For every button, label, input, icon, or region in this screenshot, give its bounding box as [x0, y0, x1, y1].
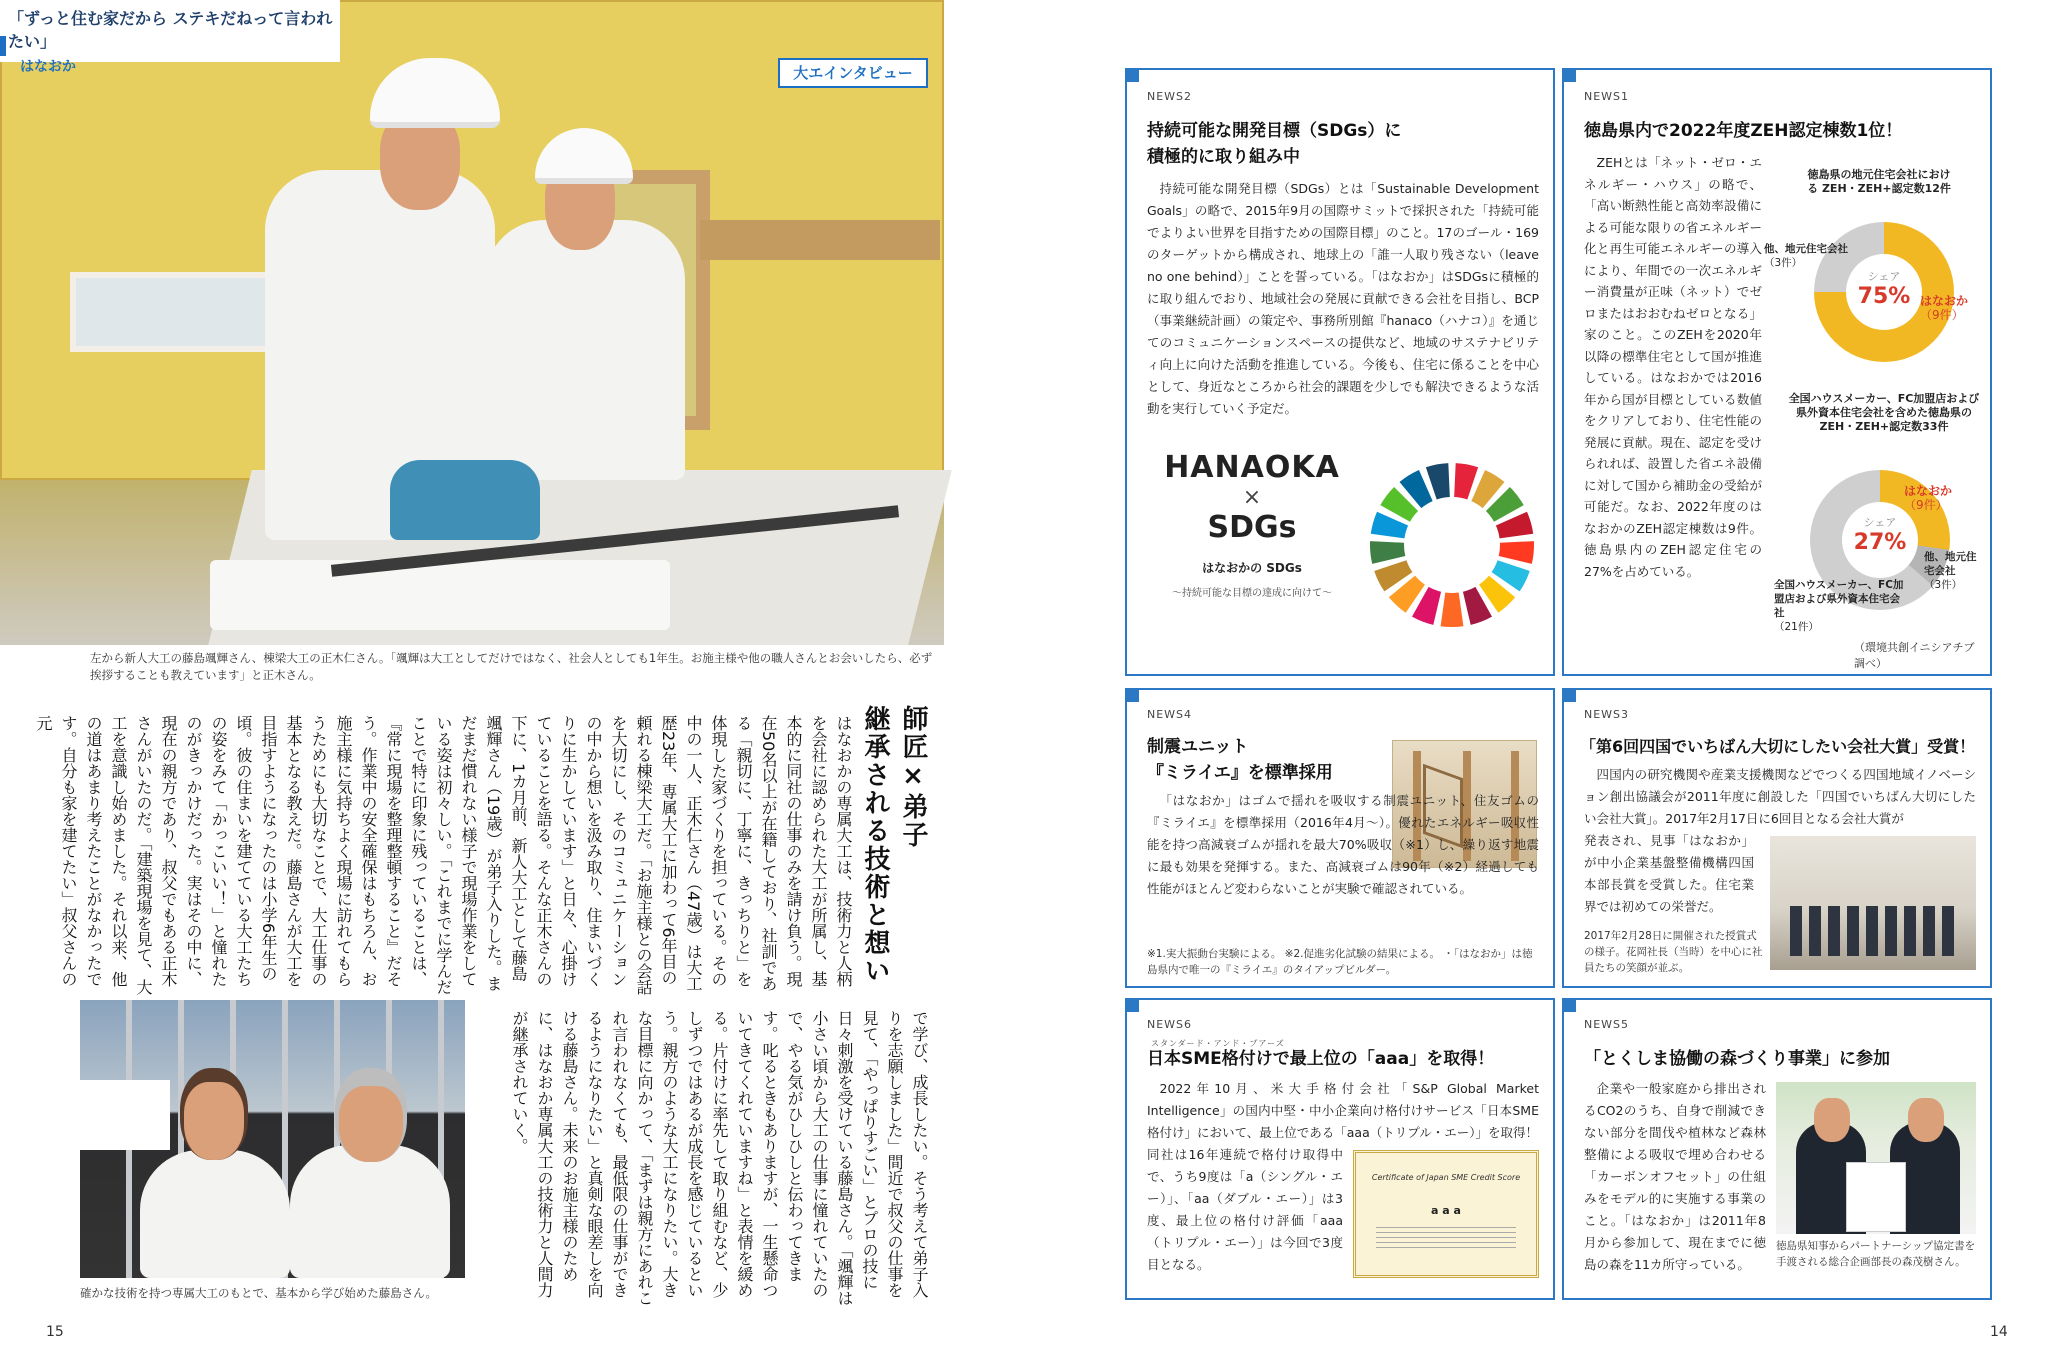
news2-body: 持続可能な開発目標（SDGs）とは「Sustainable Development Goals」の略で、2015年9月の国際サミットで採択された「持続可能でよりよい世界を目指すための国際目標」のこと。17のゴール・169のターゲットから構成され、地球上の「誰一人取り残さない（leave no one behind）」ことを誓っている。「はなおか」はSDGsに積極的に取り組んでおり、地域社会の発展に貢献できる会社を目指し、BCP（事業継続計画）の策定や、事務所別館『hanaco（ハナコ）』を通じてのコミュニケーションスペースの提供など、地域のサステナビリティ向上に向けた活動を推進している。今後も、住宅に係ることを中心として、身近なところから社会的課題を少しでも解決できるような活動を実行していく予定だ。 — [1147, 181, 1539, 416]
news6-box — [1125, 998, 1555, 1300]
foam-board — [210, 560, 670, 630]
group-of-people — [1790, 906, 1960, 956]
news5-body: 企業や一般家庭から排出されるCO2のうち、自身で削減できない部分を間伐や植林など森林整備による吸収で埋め合わせる「カーボンオフセット」の仕組みをモデル的に実施する事業のこと。「はなおか」は2011年8月から参加して、現在までに徳島の森を11カ所守っている。 — [1584, 1081, 1766, 1272]
apprentice-figure-2 — [140, 1150, 290, 1278]
header-subtitle: はなおか — [20, 59, 76, 75]
corner-mark — [1125, 998, 1139, 1012]
news2-title-line1: 持続可能な開発目標（SDGs）に — [1147, 121, 1402, 141]
chart2-title: 全国ハウスメーカー、FC加盟店および県外資本住宅会社を含めた徳島県のZEH・ZEH+認定数33件 — [1788, 392, 1980, 433]
chart2-local-label: 他、地元住宅会社 （3件） — [1924, 551, 1977, 591]
corner-mark — [1125, 68, 1139, 82]
chart1-other-label: 他、地元住宅会社 （3件） — [1764, 243, 1848, 269]
certificate-score: a a a — [1431, 1204, 1461, 1217]
window — [70, 272, 280, 352]
chart-source: （環境共創イニシアチブ調べ） — [1854, 641, 1975, 670]
sdgs-wheel-segment — [1370, 541, 1405, 564]
chart2-share: シェア 27% — [1853, 516, 1907, 555]
article-vertical-text-continued: で学び、成長したい。そう考えて弟子入りを志願しました」間近で叔父の仕事を見て、「やっぱりすごい」とプロの技に日々刺激を受けている藤島さん。「颯輝は小さい頃から大工の仕事に憧れていたので、やる気がひしひしと伝わってきます。叱るときもありますが、一生懸命ついてきてくれていますね」と表情を緩める。片付けに率先して取り組むなど、少しずつではあるが成長を感じているという。親方のような大工になりたい。大きな目標に向かって、「まずは親方にあれこれ言われなくても、最低限の仕事ができるようになりたい」と真剣な眼差しを向ける藤島さん。未来のお施主様のために、はなおか専属大工の技術力と人間力が継承されていく。 — [510, 1010, 929, 1306]
news3-title: 「第6回四国でいちばん大切にしたい会社大賞」受賞！ — [1580, 737, 1976, 756]
news5-title: 「とくしま協働の森づくり事業」に参加 — [1584, 1049, 1890, 1069]
certificate-image — [1353, 1150, 1539, 1278]
corner-mark — [1562, 68, 1576, 82]
logo-times: × — [1242, 485, 1262, 510]
left-page — [0, 0, 950, 1351]
article-body: はなおかの専属大工は、技術力と人柄を会社に認められた大工が所属し、基本的に同社の仕事のみを請け負う。現在50名以上が在籍しており、社訓である「親切に、丁寧に、きっちりと」を体現した家づくりを担っている。その中の一人、正木仁さん（47歳）は大工歴23年、専属大工に加わって6年目の頼れる棟梁大工だ。「お施主様との会話を大切にし、そのコミュニケーションの中から想いを汲み取り、住まいづくりに生かしています」と日々、心掛けていることを語る。そんな正木さんの下に、1カ月前、新人大工として藤島颯輝さん（19歳）が弟子入りした。まだまだ慣れない様子で現場作業をしている姿は初々しい。「これまでに学んだことで特に印象に残っていることは、『常に現場を整理整頓すること』だそう。作業中の安全確保はもちろん、お施主様に気持ちよく現場に訪れてもらうためにも大切なことで、大工仕事の基本となる教えだ。藤島さんが大工を目指すようになったのは小学6年生の頃。彼の住まいを建てている大工たちの姿をみて「かっこいい！」と憧れたのがきっかけだった。実はその中に、現在の親方であり、叔父でもある正木さんがいたのだ。「建築現場を見て、大工を意識し始めました。それ以来、他の道はあまり考えたことがなかったです。自分も家を建てたい」叔父さんの元 — [34, 715, 853, 995]
chart1-hanaoka-label: はなおか （9件） — [1920, 294, 1969, 322]
wood-beam — [700, 220, 940, 260]
sdgs-wheel-segment — [1499, 541, 1534, 564]
award-ceremony-photo — [1770, 836, 1976, 970]
chart2-national-label: 全国ハウスメーカー、FC加盟店および県外資本住宅会社 （21件） — [1774, 579, 1904, 633]
master-figure — [485, 220, 685, 480]
news6-ruby: スタンダード・アンド・プアーズ — [1151, 1039, 1285, 1048]
news1-title: 徳島県内で2022年度ZEH認定棟数1位！ — [1584, 121, 1903, 141]
logo-subtitle-2: 〜持続可能な目標の達成に向けて〜 — [1172, 588, 1332, 599]
news4-note: ※1.実大振動台実験による。 ※2.促進劣化試験の結果による。 ・「はなおか」は徳島県内で唯一の『ミライエ』のタイアップビルダー。 — [1147, 948, 1533, 976]
master-face-2 — [339, 1086, 403, 1162]
news2-title-line2: 積極的に取り組み中 — [1147, 147, 1300, 167]
share-value: 75% — [1857, 284, 1911, 309]
news6-body-top: 2022年10月、米大手格付会社「S&P Global Market Intelligence」の国内中堅・中小企業向け格付けサービス「日本SME格付け」において、最上位である「aaa（トリプル・エー）」を取得！ — [1147, 1081, 1539, 1140]
corner-mark — [1125, 688, 1139, 702]
news-label: NEWS3 — [1584, 708, 1630, 721]
news6-body-left: 同社は16年連続で格付け取得中で、うち9度は「a（シングル・エー）」、「aa（ダブル・エー）」は3度、最上位の格付け評価「aaa（トリプル・エー）」は今回で3度目となる。 — [1147, 1147, 1343, 1272]
circular-saw — [390, 460, 540, 540]
news1-body: ZEHとは「ネット・ゼロ・エネルギー・ハウス」の略で、「高い断熱性能と高効率設備による可能な限りの省エネルギー化と再生可能エネルギーの導入により、年間での一次エネルギー消費量が正味（ネット）でゼロまたはおおむねゼロとなる」家のこと。このZEHを2020年以降の標準住宅として国が推進している。はなおかでは2016年から国が目標としている数値をクリアしており、住宅性能の発展に貢献。現在、認定を受けられれば、設置した省エネ設備に対して国から補助金の受給が可能だ。なお、2022年度のはなおかのZEH認定棟数は9件。徳島県内のZEH認定住宅の27%を占めている。 — [1584, 155, 1762, 579]
news-label: NEWS5 — [1584, 1018, 1630, 1031]
logo-hanaoka: HANAOKA — [1164, 450, 1340, 485]
sdgs-logo-text — [1147, 450, 1357, 599]
chart2-hanaoka-label: はなおか （9件） — [1904, 484, 1953, 512]
carpenters-photo — [0, 0, 944, 645]
bottom-photo-caption: 確かな技術を持つ専属大工のもとで、基本から学び始めた藤島さん。 — [80, 1286, 437, 1300]
corner-mark — [1562, 998, 1576, 1012]
article-title-1: 師匠×弟子 — [898, 705, 928, 849]
news2-title — [1147, 118, 1537, 170]
page-number-left: 15 — [46, 1324, 64, 1340]
news2-box — [1125, 68, 1555, 676]
news3-body-left: 発表され、見事「はなおか」が中小企業基盤整備機構四国本部長賞を受賞した。住宅業界では初めての栄誉だ。 — [1584, 833, 1754, 914]
header-title: 「ずっと住む家だから ステキだねって言われたい」 — [8, 9, 333, 51]
article-vertical-text — [34, 705, 932, 995]
apprentice-face-2 — [184, 1082, 244, 1160]
header-accent-bar — [0, 36, 6, 56]
news3-body-top: 四国内の研究機関や産業支援機関などでつくる四国地域イノベーション創出協議会が2011年度に創設した「四国でいちばん大切にしたい会社大賞」。2017年2月17日に6回目となる会社大賞が — [1584, 767, 1976, 826]
page-number-right: 14 — [1990, 1324, 2008, 1340]
logo-subtitle: はなおかの SDGs — [1202, 561, 1302, 575]
chart1-share — [1834, 270, 1934, 310]
news5-caption: 徳島県知事からパートナーシップ協定書を手渡される総合企画部長の森茂樹さん。 — [1776, 1240, 1976, 1268]
certificate-title: Certificate of Japan SME Credit Score — [1371, 1173, 1521, 1182]
news1-box — [1562, 68, 1992, 676]
agreement-photo — [1776, 1082, 1976, 1234]
news5-box — [1562, 998, 1992, 1300]
article-header — [0, 0, 340, 75]
news-label: NEWS2 — [1147, 90, 1193, 103]
sign-board — [80, 1080, 170, 1150]
article-title-2: 継承される技術と想い — [860, 705, 890, 985]
news-label: NEWS4 — [1147, 708, 1193, 721]
master-figure-2 — [290, 1145, 450, 1278]
news6-title: 日本SME格付けで最上位の「aaa」を取得！ — [1147, 1049, 1495, 1069]
news4-title: 制震ユニット 『ミライエ』を標準採用 — [1147, 737, 1333, 783]
news4-body-text: 「はなおか」はゴムで揺れを吸収する制震ユニット、住友ゴムの『ミライエ』を標準採用（2016年4月〜）。優れたエネルギー吸収性能を持つ高減衰ゴムが揺れを最大70%吸収（※1）し、繰り返す地震に最も効果を発揮する。また、高減衰ゴムは90年（※2）経過しても性能がほとんど変わらないことが実験で確認されている。 — [1147, 793, 1539, 896]
agreement-document — [1846, 1162, 1906, 1232]
apprentice-photo — [80, 1000, 465, 1278]
news3-caption: 2017年2月28日に開催された授賞式の様子。花岡社長（当時）を中心に社員たちの笑顔が並ぶ。 — [1584, 930, 1763, 974]
logo-sdgs: SDGs — [1207, 510, 1297, 545]
news-label: NEWS1 — [1584, 90, 1630, 103]
sdgs-wheel-icon — [1367, 460, 1537, 630]
interview-badge: 大エインタビュー — [778, 58, 928, 88]
corner-mark — [1562, 688, 1576, 702]
news4-box — [1125, 688, 1555, 988]
news3-box — [1562, 688, 1992, 988]
top-photo-caption: 左から新人大工の藤島颯輝さん、棟梁大工の正木仁さん。「颯輝は大工としてだけではなく、社会人としても1年生。お施主様や他の職人さんとお会いしたら、必ず挨拶することも教えています」と正木さん。 — [90, 651, 933, 682]
chart1-title: 徳島県の地元住宅会社における ZEH・ZEH+認定数12件 — [1807, 168, 1951, 195]
share-label: シェア — [1867, 270, 1901, 283]
news-label: NEWS6 — [1147, 1018, 1193, 1031]
news4-body — [1147, 790, 1539, 900]
sdgs-wheel-segment — [1441, 593, 1464, 627]
